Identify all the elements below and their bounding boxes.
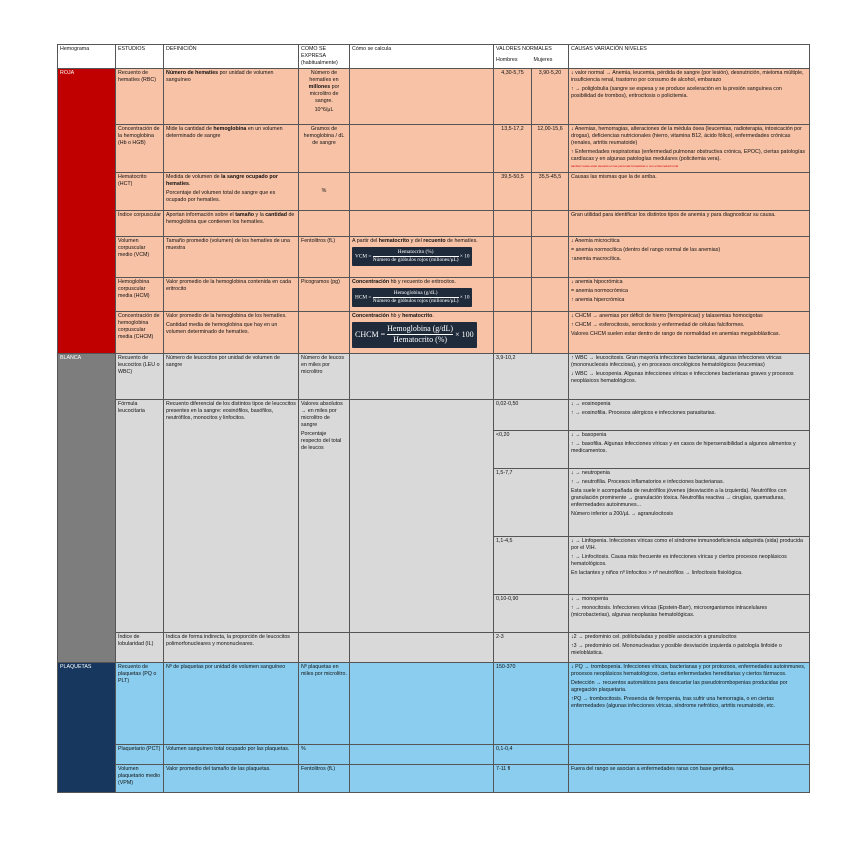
plt-valor: 150-370 xyxy=(494,662,569,744)
hcm-calcula: Concentración hb y recuento de eritrocitos. HCM = Hemoglobina (g/dL) Número de glóbulos rojos (millones/μL) × 10 xyxy=(350,277,494,311)
vpm-definicion: Valor promedio del tamaño de las plaquetas. xyxy=(164,764,299,792)
neutrofilos-valor: 1,5-7,7 xyxy=(494,468,569,536)
vcm-causas: ↓ Anemia microcítica = anemia normocítica (dentro del rango normal de las anemias) ↑anemia macrocítica. xyxy=(569,236,810,277)
vcm-calcula: A partir del hematocrito y del recuento de hematíes. VCM = Hematocrito (%) Número de glóbulos rojos (millones/μL) × 10 xyxy=(350,236,494,277)
row-hgb xyxy=(58,124,810,172)
leu-calcula xyxy=(350,353,494,399)
vcm-definicion: Tamaño promedio (volumen) de los hematíes de una muestra xyxy=(164,236,299,277)
header-row xyxy=(58,45,810,57)
rbc-hombres: 4,30-5,75 xyxy=(494,68,532,124)
plt-causas: ↓ PQ → trombopenia. Infecciones víricas, bacterianas y por protozoos, enfermedades autoinmunes, procesos neoplásicos hematológicos, ciertas enfermedades hereditarias y ciertos fármacos. Detección → recuentos automáticos para descartar las pseudotrombopenias producidas por agregación plaquetaria. ↑PQ → trombocitosis. Presencia de ferropenia, tras sufrir una hemorragia, o en ciertas enfermedades (algunas infecciones víricas, síndrome nefrótico, artritis reumatoide, etc. xyxy=(569,662,810,744)
indices-causas: Gran utilidad para identificar los distintos tipos de anemia y para diagnosticar su causa. xyxy=(569,210,810,236)
header-calcula: Cómo se calcula xyxy=(350,45,494,69)
formula-expresa: Valores absolutos → en miles por microlitro de sangre Porcentaje respecto del total de leucos xyxy=(299,399,350,632)
eosinofilos-causas: ↓ → eosinopenia ↑ → eosinofilia. Procesos alérgicos e infecciones parasitarias. xyxy=(569,399,810,430)
hct-hombres: 39,5-50,5 xyxy=(494,172,532,210)
leu-valor: 3,9-10,2 xyxy=(494,353,569,399)
header-hombres: Hombres xyxy=(494,56,532,68)
hgb-calcula xyxy=(350,124,494,172)
hct-calcula xyxy=(350,172,494,210)
chcm-causas: ↓ CHCM → anemias por déficit de hierro (ferropénicas) y talasemias homocigotas ↑ CHCM → esferocitosis, xerocitosis y enfermedad de células falciformes. Valores CHCM suelen estar dentro de rango de normalidad en anemias megaloblásticas. xyxy=(569,311,810,353)
plt-expresa: Nº plaquetas en miles por microlitro. xyxy=(299,662,350,744)
vpm-causas: Fuera del rango se asocian a enfermedades raras con base genética. xyxy=(569,764,810,792)
rbc-mujeres: 3,90-5,20 xyxy=(532,68,569,124)
vpm-expresa: Fentolitros (fL) xyxy=(299,764,350,792)
vcm-estudio: Volumen corpuscular medio (VCM) xyxy=(116,236,164,277)
hcm-expresa: Picogramos (pg) xyxy=(299,277,350,311)
il-valor: 2-3 xyxy=(494,632,569,662)
hct-mujeres: 35,5-45,5 xyxy=(532,172,569,210)
row-il xyxy=(58,632,810,662)
leu-definicion: Número de leucocitos por unidad de volumen de sangre xyxy=(164,353,299,399)
vcm-formula: VCM = Hematocrito (%) Número de glóbulos rojos (millones/μL) × 10 xyxy=(352,247,472,266)
vpm-estudio: Volumen plaquetario medio (VPM) xyxy=(116,764,164,792)
vpm-valor: 7-11 fl xyxy=(494,764,569,792)
header-mujeres: Mujeres xyxy=(532,56,569,68)
header-hemograma: Hemograma xyxy=(58,45,116,69)
pct-valor: 0,1-0,4 xyxy=(494,744,569,764)
header-estudios: ESTUDIOS xyxy=(116,45,164,69)
hemograma-table xyxy=(57,44,810,793)
hct-estudio: Hematocrito (HCT) xyxy=(116,172,164,210)
hcm-estudio: Hemoglobina corpuscular media (HCM) xyxy=(116,277,164,311)
plt-estudio: Recuento de plaquetas (PQ o PLT) xyxy=(116,662,164,744)
hct-causas: Causas las mismas que la de arriba. xyxy=(569,172,810,210)
header-causas: CAUSAS VARIACIÓN NIVELES xyxy=(569,45,810,69)
hgb-expresa: Gramos de hemoglobina / dL de sangre xyxy=(299,124,350,172)
chcm-estudio: Concentración de hemoglobina corpuscular media (CHCM) xyxy=(116,311,164,353)
row-pct xyxy=(58,744,810,764)
formula-estudio: Fórmula leucocitaria xyxy=(116,399,164,632)
pct-definicion: Volumen sanguíneo total ocupado por las plaquetas. xyxy=(164,744,299,764)
hgb-estudio: Concentración de la hemoglobina (Hb o HGB) xyxy=(116,124,164,172)
neutrofilos-causas: ↓ → neutropenia ↑ → neutrofilia. Procesos inflamatorios e infecciones bacterianas. Esta suele ir acompañada de neutrófilos jóvenes (desviación a la izquierda). Neutrófilos con granulación prominente → granulación tóxica. Neutrofilia reactiva → cirugías, quemaduras, enfermedades autoinmunes... Número inferior a 200/μL → agranulocitosis xyxy=(569,468,810,536)
indices-estudio: Índice corpuscular xyxy=(116,210,164,236)
row-vcm xyxy=(58,236,810,277)
header-valores: VALORES NORMALES xyxy=(494,45,569,57)
hct-expresa: % xyxy=(299,172,350,210)
monocitos-causas: ↓ → monopenia ↑ → monocitosis. Infecciones víricas (Epstein-Barr), microorganismos intracelulares (microbacterias), algunas neoplasias hematológicas. xyxy=(569,594,810,632)
hgb-definicion: Mide la cantidad de hemoglobina en un volumen determinado de sangre xyxy=(164,124,299,172)
row-hcm xyxy=(58,277,810,311)
row-chcm xyxy=(58,311,810,353)
basofilos-causas: ↓ → basopenia ↑ → basofilia. Algunas infecciones víricas y en casos de hipersensibilidad a algunos alimentos y medicamentos. xyxy=(569,430,810,468)
hgb-hombres: 13,5-17,2 xyxy=(494,124,532,172)
rbc-definicion: Número de hematíes por unidad de volumen sanguíneo xyxy=(164,68,299,124)
il-estudio: Índice de lobularidad (IL) xyxy=(116,632,164,662)
section-plaquetas: PLAQUETAS xyxy=(58,662,116,792)
eosinofilos-valor: 0,02-0,50 xyxy=(494,399,569,430)
hcm-causas: ↓ anemia hipocrómica = anemia normocrómica ↑ anemia hipercrómica xyxy=(569,277,810,311)
section-roja: ROJA xyxy=(58,68,116,353)
chcm-formula: CHCM = Hemoglobina (g/dL) Hematocrito (%) × 100 xyxy=(352,322,477,348)
header-definicion: DEFINICIÓN xyxy=(164,45,299,69)
leu-estudio: Recuento de leucocitos (LEU o WBC) xyxy=(116,353,164,399)
chcm-calcula: Concentración hb y hematocrito. CHCM = Hemoglobina (g/dL) Hematocrito (%) × 100 xyxy=(350,311,494,353)
hgb-causas: ↓ Anemias, hemorragias, alteraciones de la médula ósea (leucemias, radioterapia, intoxicación por drogas), deficiencias nutricionales (hierro, vitamina B12, ácido fólico), enfermedades crónicas (renales, artritis reumatoide) ↑ Enfermedades respiratorias (enfermedad pulmonar obstructiva crónica, EPOC), ciertas patologías cardíacas y en algunas patologías medulares (policitemia vera). también suele estar elevado en las personas fumadoras o con enfermedad renal xyxy=(569,124,810,172)
row-eosinofilos xyxy=(58,399,810,430)
hgb-note: también suele estar elevado en las personas fumadoras o con enfermedad renal xyxy=(571,163,679,168)
chcm-definicion: Valor promedio de la hemoglobina de los hematíes. Cantidad media de hemoglobina que hay en un volumen determinado de hematíes. xyxy=(164,311,299,353)
hgb-mujeres: 12,00-15,6 xyxy=(532,124,569,172)
row-indices xyxy=(58,210,810,236)
formula-definicion: Recuento diferencial de los distintos tipos de leucocitos presentes en la sangre: eosinófilos, basófilos, neutrófilos, monocitos y linfocitos. xyxy=(164,399,299,632)
hct-definicion: Medida de volumen de la sangre ocupado por hematíes. Porcentaje del volumen total de sangre que es ocupado por hematíes. xyxy=(164,172,299,210)
rbc-calcula xyxy=(350,68,494,124)
basofilos-valor: <0,20 xyxy=(494,430,569,468)
row-rbc xyxy=(58,68,810,124)
row-plt xyxy=(58,662,810,744)
header-expresa: COMO SE EXPRESA (habitualmente) xyxy=(299,45,350,69)
leu-expresa: Número de leucos en miles por microlitro xyxy=(299,353,350,399)
rbc-causas: ↓ valor normal → Anemia, leucemia, pérdida de sangre (por lesión), desnutrición, mieloma múltiple, insuficiencia renal, trastorno por consumo de alcohol, embarazo ↑ → poliglobulia (sangre se espesa y se produce aceleración en la presión sanguínea con posibilidad de trombos), eritrocitosis o policitemia. xyxy=(569,68,810,124)
row-leu xyxy=(58,353,810,399)
pct-expresa: % xyxy=(299,744,350,764)
hcm-formula: HCM = Hemoglobina (g/dL) Número de glóbulos rojos (millones/μL) × 10 xyxy=(352,288,472,307)
rbc-estudio: Recuento de hematíes (RBC) xyxy=(116,68,164,124)
linfocitos-causas: ↓ → Linfopenia. Infecciones víricas como el síndrome inmunodeficiencia adquirida (sida) producida por el VIH. ↑ → Linfocitosis. Causa más frecuente es infecciones víricas y ciertos procesos neoplásicos hematológicos. En lactantes y niños nº linfocitos > nº neutrófilos → linfocitosis fisiológica. xyxy=(569,536,810,594)
rbc-expresa: Número de hematíes en millones por microlitro de sangre. 10^6/μL xyxy=(299,68,350,124)
linfocitos-valor: 1,1-4,5 xyxy=(494,536,569,594)
pct-estudio: Plaquetario (PCT) xyxy=(116,744,164,764)
il-definicion: Indica de forma indirecta, la proporción de leucocitos polimorfonucleares y mononucleares. xyxy=(164,632,299,662)
vcm-expresa: Fentolitros (fL) xyxy=(299,236,350,277)
monocitos-valor: 0,10-0,90 xyxy=(494,594,569,632)
formula-calcula xyxy=(350,399,494,632)
hcm-definicion: Valor promedio de la hemoglobina contenida en cada eritrocito xyxy=(164,277,299,311)
section-blanca: BLANCA xyxy=(58,353,116,662)
indices-definicion: Aportan información sobre el tamaño y la cantidad de hemoglobina que contienen los hematíes. xyxy=(164,210,299,236)
leu-causas: ↑ WBC → leucocitosis. Gran mayoría infecciones bacterianas, algunas infecciones víricas (mononucleosis infecciosa), y en procesos oncológicos hematológicos (leucemias) ↓ WBC → leucopenia. Algunas infecciones víricas e infecciones bacterianas graves y procesos neoplásicos hematológicos. xyxy=(569,353,810,399)
il-causas: ↓2 → predominio cel. polilobuladas y posible asociación a granulocitos ↑3 → predominio cel. Mononucleadas y posible desviación izquierda o patología linfoide o mieloblástica. xyxy=(569,632,810,662)
row-vpm xyxy=(58,764,810,792)
row-hct xyxy=(58,172,810,210)
plt-definicion: Nº de plaquetas por unidad de volumen sanguíneo xyxy=(164,662,299,744)
